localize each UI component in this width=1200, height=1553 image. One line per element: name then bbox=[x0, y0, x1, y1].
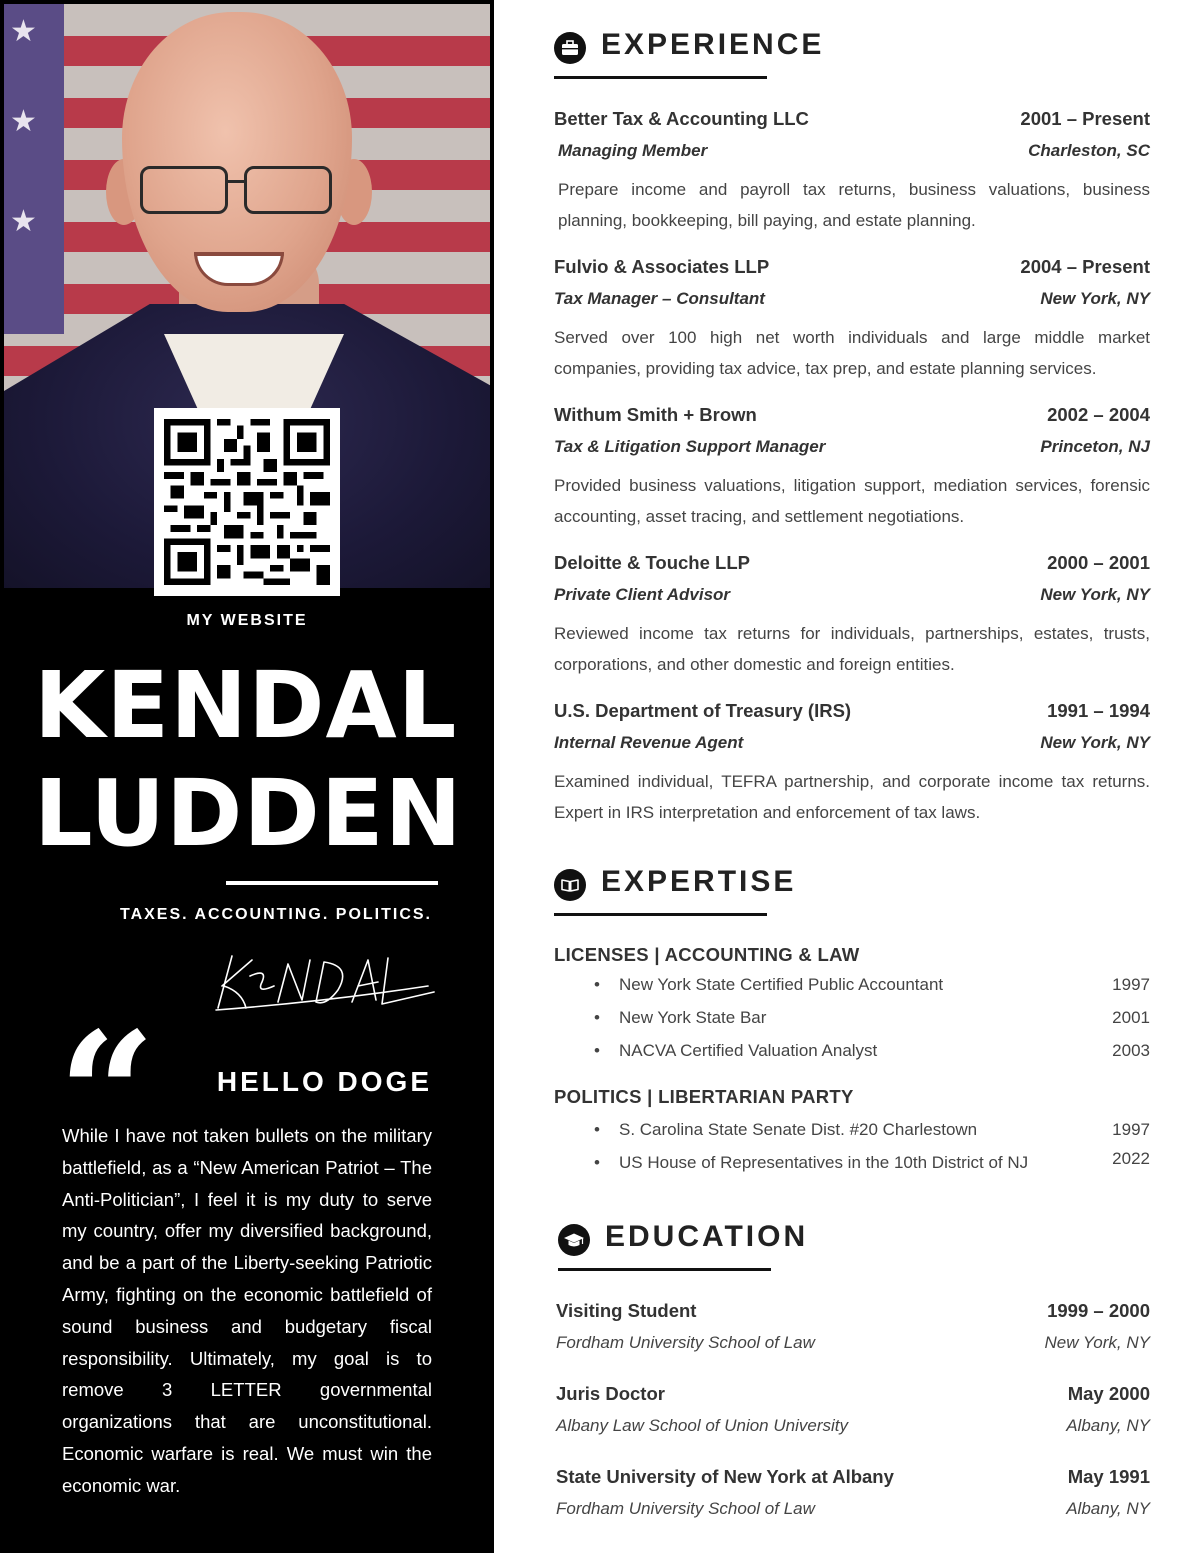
section-divider bbox=[554, 913, 767, 916]
job-location: Charleston, SC bbox=[1028, 141, 1150, 160]
education-title: EDUCATION bbox=[605, 1220, 809, 1253]
bio-paragraph: While I have not taken bullets on the military battlefield, as a “New American Patriot – The Anti-Politician”, I feel it is my duty to serve my country, offer my diversified background, and be a part of the Liberty-seeking Patriotic Army, fighting on the economic battlefield of sound business and budgetary fiscal responsibility. Ultimately, my goal is to remove 3 LETTER governmental organizations that are unconstitutional. Economic warfare is real. We must win the economic war. bbox=[62, 1125, 432, 1496]
job-description: Provided business valuations, litigation support, mediation services, forensic accounting, asset tracing, and settlement negotiations. bbox=[554, 476, 1150, 526]
job-entry bbox=[554, 552, 1150, 680]
quote-icon: “ bbox=[58, 995, 156, 1195]
job-company: Deloitte & Touche LLP bbox=[554, 552, 750, 573]
campaign-name: US House of Representatives in the 10th District of NJ bbox=[619, 1153, 1029, 1172]
expertise-header bbox=[554, 865, 1150, 919]
campaign-year: 1997 bbox=[1112, 1120, 1150, 1139]
star-icon: ★ bbox=[10, 15, 37, 48]
job-location: New York, NY bbox=[1040, 289, 1150, 308]
qr-code-icon bbox=[164, 418, 330, 586]
experience-title: EXPERIENCE bbox=[601, 28, 825, 61]
campaign-year: 2022 bbox=[1112, 1149, 1150, 1168]
full-name bbox=[34, 652, 463, 868]
license-year: 2001 bbox=[1112, 1008, 1150, 1027]
licenses-list bbox=[594, 975, 1150, 1074]
job-dates: 2002 – 2004 bbox=[1047, 404, 1150, 425]
hello-heading: HELLO DOGE bbox=[216, 1066, 432, 1097]
name-divider bbox=[226, 881, 438, 885]
education-entry bbox=[554, 1300, 1150, 1366]
education-location: New York, NY bbox=[1044, 1333, 1150, 1352]
job-location: Princeton, NJ bbox=[1040, 437, 1150, 456]
education-degree: Visiting Student bbox=[556, 1300, 697, 1321]
section-divider bbox=[554, 76, 767, 79]
license-name: NACVA Certified Valuation Analyst bbox=[619, 1041, 878, 1060]
list-item: • New York State Certified Public Accountant 1997 bbox=[594, 975, 1150, 994]
flag-canton bbox=[4, 4, 64, 334]
experience-header bbox=[554, 28, 1150, 82]
website-label: MY WEBSITE bbox=[186, 612, 308, 629]
job-dates: 2001 – Present bbox=[1020, 108, 1150, 129]
expertise-title: EXPERTISE bbox=[601, 865, 797, 898]
education-dates: May 2000 bbox=[1067, 1383, 1150, 1404]
license-year: 2003 bbox=[1112, 1041, 1150, 1060]
portrait-glasses bbox=[132, 162, 342, 218]
website-qr-code[interactable] bbox=[154, 408, 340, 596]
signature-image bbox=[212, 946, 438, 1016]
last-name: LUDDEN bbox=[34, 760, 463, 867]
licenses-heading: LICENSES | ACCOUNTING & LAW bbox=[554, 944, 860, 965]
job-role: Internal Revenue Agent bbox=[554, 733, 744, 752]
main-content bbox=[554, 0, 1150, 1553]
list-item: • NACVA Certified Valuation Analyst 2003 bbox=[594, 1041, 1150, 1060]
job-entry bbox=[554, 256, 1150, 384]
job-entry bbox=[554, 108, 1150, 236]
list-item: • New York State Bar 2001 bbox=[594, 1008, 1150, 1027]
education-school: Fordham University School of Law bbox=[556, 1499, 815, 1518]
job-location: New York, NY bbox=[1040, 585, 1150, 604]
education-school: Fordham University School of Law bbox=[556, 1333, 815, 1352]
job-entry bbox=[554, 404, 1150, 532]
job-company: Better Tax & Accounting LLC bbox=[554, 108, 809, 129]
star-icon: ★ bbox=[10, 105, 37, 138]
education-school: Albany Law School of Union University bbox=[556, 1416, 848, 1435]
campaign-name: S. Carolina State Senate Dist. #20 Charlestown bbox=[619, 1120, 978, 1139]
list-item: • US House of Representatives in the 10th District of NJ 2022 bbox=[594, 1149, 1150, 1172]
education-dates: May 1991 bbox=[1067, 1466, 1150, 1487]
job-description: Examined individual, TEFRA partnership, and corporate income tax returns. Expert in IRS interpretation and enforcement of tax laws. bbox=[554, 772, 1150, 822]
job-company: U.S. Department of Treasury (IRS) bbox=[554, 700, 852, 721]
job-company: Withum Smith + Brown bbox=[554, 404, 757, 425]
job-entry bbox=[554, 700, 1150, 828]
star-icon: ★ bbox=[10, 205, 37, 238]
politics-heading: POLITICS | LIBERTARIAN PARTY bbox=[554, 1086, 854, 1107]
education-degree: State University of New York at Albany bbox=[556, 1466, 894, 1487]
license-name: New York State Bar bbox=[619, 1008, 767, 1027]
sidebar bbox=[0, 0, 494, 1553]
book-icon bbox=[554, 869, 586, 901]
job-role: Tax & Litigation Support Manager bbox=[554, 437, 826, 456]
job-role: Private Client Advisor bbox=[554, 585, 731, 604]
license-name: New York State Certified Public Accountant bbox=[619, 975, 944, 994]
briefcase-icon bbox=[554, 32, 586, 64]
job-description: Prepare income and payroll tax returns, business valuations, business planning, bookkeeping, bill paying, and estate planning. bbox=[558, 180, 1150, 230]
section-divider bbox=[558, 1268, 771, 1271]
job-role: Tax Manager – Consultant bbox=[554, 289, 765, 308]
job-dates: 1991 – 1994 bbox=[1047, 700, 1150, 721]
job-role: Managing Member bbox=[558, 141, 708, 160]
license-year: 1997 bbox=[1112, 975, 1150, 994]
job-dates: 2000 – 2001 bbox=[1047, 552, 1150, 573]
first-name: KENDAL bbox=[34, 652, 458, 759]
politics-list bbox=[594, 1120, 1150, 1186]
graduation-cap-icon bbox=[558, 1224, 590, 1256]
job-dates: 2004 – Present bbox=[1020, 256, 1150, 277]
education-entry bbox=[554, 1383, 1150, 1449]
tagline: TAXES. ACCOUNTING. POLITICS. bbox=[119, 906, 432, 923]
education-location: Albany, NY bbox=[1066, 1499, 1150, 1518]
education-location: Albany, NY bbox=[1066, 1416, 1150, 1435]
education-entry bbox=[554, 1466, 1150, 1532]
education-degree: Juris Doctor bbox=[556, 1383, 665, 1404]
job-location: New York, NY bbox=[1040, 733, 1150, 752]
job-description: Served over 100 high net worth individuals and large middle market companies, providing tax advice, tax prep, and estate planning services. bbox=[554, 328, 1150, 378]
education-dates: 1999 – 2000 bbox=[1047, 1300, 1150, 1321]
education-header bbox=[558, 1220, 1154, 1274]
job-company: Fulvio & Associates LLP bbox=[554, 256, 770, 277]
list-item: • S. Carolina State Senate Dist. #20 Charlestown 1997 bbox=[594, 1120, 1150, 1139]
job-description: Reviewed income tax returns for individuals, partnerships, estates, trusts, corporations, and other domestic and foreign entities. bbox=[554, 624, 1150, 674]
